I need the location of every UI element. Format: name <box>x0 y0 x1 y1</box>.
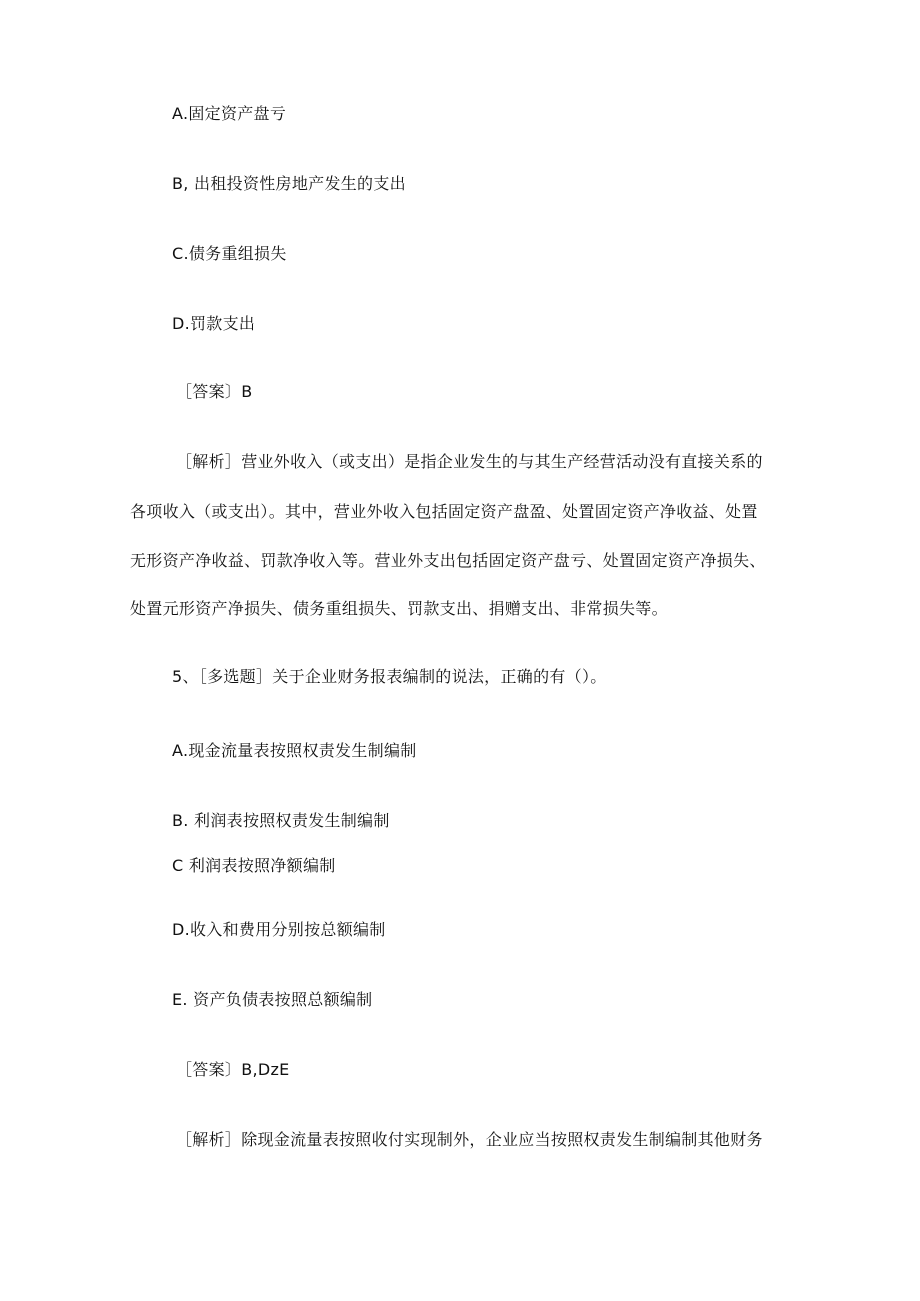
q5-option-c: C 利润表按照净额编制 <box>172 856 336 875</box>
q5-option-d: D.收入和费用分别按总额编制 <box>172 920 386 939</box>
q4-option-a: A.固定资产盘亏 <box>172 104 287 123</box>
q5-analysis-line-1: ［解析］除现金流量表按照收付实现制外，企业应当按照权责发生制编制其他财务 <box>176 1130 763 1149</box>
q4-analysis-line-3: 无形资产净收益、罚款净收入等。营业外支出包括固定资产盘亏、处置固定资产净损失、 <box>130 551 766 570</box>
q4-answer: ［答案〕B <box>176 382 253 401</box>
q5-option-a: A.现金流量表按照权责发生制编制 <box>172 741 417 760</box>
q5-option-e: E. 资产负债表按照总额编制 <box>172 990 373 1009</box>
q4-option-c: C.债务重组损失 <box>172 244 287 263</box>
q4-option-d: D.罚款支出 <box>172 314 256 333</box>
q4-analysis-line-1: ［解析］营业外收入（或支出）是指企业发生的与其生产经营活动没有直接关系的 <box>176 452 763 471</box>
q4-option-b: B, 出租投资性房地产发生的支出 <box>172 174 406 193</box>
q5-answer: ［答案〕B,DzE <box>176 1060 290 1079</box>
q5-option-b: B. 利润表按照权责发生制编制 <box>172 811 390 830</box>
q5-stem: 5、［多选题］关于企业财务报表编制的说法，正确的有（）。 <box>172 667 607 686</box>
q4-analysis-line-2: 各项收入（或支出）。其中，营业外收入包括固定资产盘盈、处置固定资产净收益、处置 <box>130 502 758 521</box>
q4-analysis-line-4: 处置元形资产净损失、债务重组损失、罚款支出、捐赠支出、非常损失等。 <box>130 599 668 618</box>
